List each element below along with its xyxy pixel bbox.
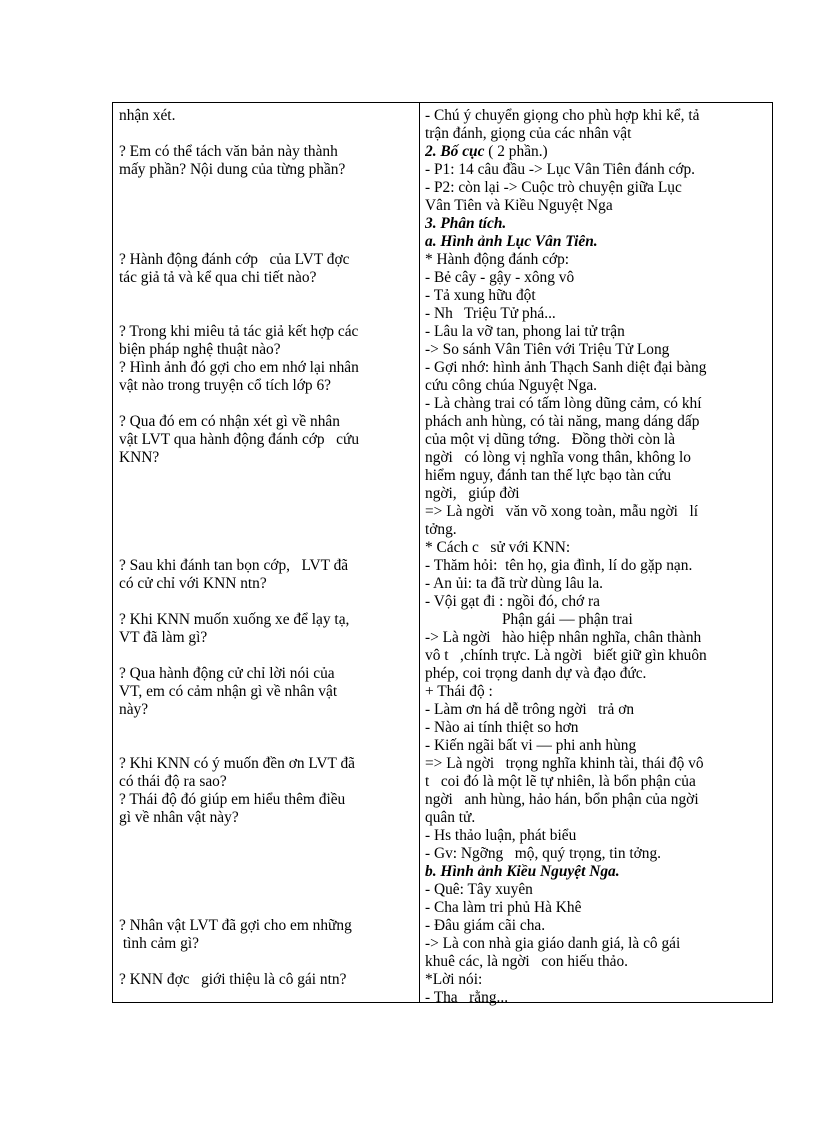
- question-line: [119, 521, 415, 539]
- question-line: [119, 305, 415, 323]
- question-line: [119, 953, 415, 971]
- answer-line: - An ủi: ta đã trừ dùng lâu la.: [425, 575, 604, 592]
- answer-line: - P1: 14 câu đầu -> Lục Vân Tiên đánh cớp.: [425, 161, 696, 178]
- answer-line: phách anh hùng, có tài năng, mang dáng dấp: [425, 413, 700, 430]
- question-line: gì về nhân vật này?: [119, 809, 239, 826]
- question-line: [119, 989, 415, 1007]
- question-line: [119, 827, 415, 845]
- question-line: nhận xét.: [119, 107, 176, 124]
- question-line: ? KNN đợc giới thiệu là cô gái ntn?: [119, 971, 347, 988]
- question-line: vật LVT qua hành động đánh cớp cứu: [119, 431, 360, 448]
- answer-line: - Cha làm tri phủ Hà Khê: [425, 899, 582, 916]
- answer-line: - Là chàng trai có tấm lòng dũng cảm, có khí: [425, 395, 702, 412]
- question-line: ? Nhân vật LVT đã gợi cho em những: [119, 917, 352, 934]
- section-heading: b. Hình ảnh Kiều Nguyệt Nga.: [425, 863, 620, 880]
- answer-line: - Gv: Ngỡng mộ, quý trọng, tin tởng.: [425, 845, 662, 862]
- answer-line: Phận gái — phận trai: [425, 611, 633, 628]
- answer-line: -> Là ngời hào hiệp nhân nghĩa, chân thành: [425, 629, 702, 646]
- answer-line: - Gợi nhớ: hình ảnh Thạch Sanh diệt đại bàng: [425, 359, 707, 376]
- answer-line: => Là ngời trọng nghĩa khinh tài, thái độ vô: [425, 755, 704, 772]
- question-line: ? Trong khi miêu tả tác giả kết hợp các: [119, 323, 359, 340]
- answer-line: ngời, giúp đời: [425, 485, 520, 502]
- answer-line: - Nào ai tính thiệt so hơn: [425, 719, 579, 736]
- question-line: [119, 233, 415, 251]
- question-line: [119, 539, 415, 557]
- question-line: VT đã làm gì?: [119, 629, 208, 646]
- question-line: ? Khi KNN có ý muốn đền ơn LVT đã: [119, 755, 355, 772]
- question-line: này?: [119, 701, 149, 718]
- question-line: [119, 287, 415, 305]
- question-line: vật nào trong truyện cổ tích lớp 6?: [119, 377, 332, 394]
- answer-line: tởng.: [425, 521, 457, 538]
- question-line: VT, em có cảm nhận gì về nhân vật: [119, 683, 338, 700]
- answer-line: - Lâu la vỡ tan, phong lai tử trận: [425, 323, 625, 340]
- question-line: ? Khi KNN muốn xuống xe để lạy tạ,: [119, 611, 350, 628]
- answer-line: - Bẻ cây - gậy - xông vô: [425, 269, 575, 286]
- answer-line: vô t ,chính trực. Là ngời biết giữ gìn khuôn: [425, 647, 707, 664]
- question-line: [119, 881, 415, 899]
- answer-line: - Tả xung hữu đột: [425, 287, 536, 304]
- answer-line: - Chú ý chuyển giọng cho phù hợp khi kể, tả: [425, 107, 700, 124]
- question-line: biện pháp nghệ thuật nào?: [119, 341, 281, 358]
- answer-line: khuê các, là ngời con hiếu thảo.: [425, 953, 629, 970]
- answer-line: phép, coi trọng danh dự và đạo đức.: [425, 665, 647, 682]
- question-line: ? Hành động đánh cớp của LVT đợc: [119, 251, 350, 268]
- question-line: KNN?: [119, 449, 160, 466]
- answer-line: - Làm ơn há dễ trông ngời trả ơn: [425, 701, 635, 718]
- answer-line: - Tha rằng...: [425, 989, 509, 1006]
- answer-line: + Thái độ :: [425, 683, 493, 700]
- question-line: [119, 197, 415, 215]
- answer-line: ngời có lòng vị nghĩa vong thân, không lo: [425, 449, 691, 466]
- answer-line: hiểm nguy, đánh tan thế lực bạo tàn cứu: [425, 467, 672, 484]
- answer-line: - Vội gạt đi : ngồi đó, chớ ra: [425, 593, 600, 610]
- answer-line: * Cách c sử với KNN:: [425, 539, 571, 556]
- question-line: [119, 1007, 415, 1025]
- question-line: [119, 179, 415, 197]
- question-line: mấy phần? Nội dung của từng phần?: [119, 161, 346, 178]
- answer-line: - Đâu giám cãi cha.: [425, 917, 546, 934]
- question-line: có cử chỉ với KNN ntn?: [119, 575, 267, 592]
- answer-line: ngời anh hùng, hảo hán, bổn phận của ngời: [425, 791, 699, 808]
- answer-line: quân tử.: [425, 809, 476, 826]
- question-line: ? Qua đó em có nhận xét gì về nhân: [119, 413, 340, 430]
- question-line: ? Thái độ đó giúp em hiểu thêm điều: [119, 791, 346, 808]
- answer-line: cứu công chúa Nguyệt Nga.: [425, 377, 598, 394]
- question-line: [119, 503, 415, 521]
- answer-line: => Là ngời văn võ xong toàn, mẫu ngời lí: [425, 503, 699, 520]
- section-heading: 3. Phân tích.: [425, 215, 507, 232]
- answers-column: [420, 103, 772, 1006]
- answer-line: của một vị dũng tớng. Đồng thời còn là: [425, 431, 676, 448]
- question-line: tác giả tả và kể qua chi tiết nào?: [119, 269, 317, 286]
- answer-line: Vân Tiên và Kiều Nguyệt Nga: [425, 197, 613, 214]
- answer-line: *Lời nói:: [425, 971, 483, 988]
- answer-line: - Quê: Tây xuyên: [425, 881, 533, 898]
- answer-line: - Thăm hỏi: tên họ, gia đình, lí do gặp nạn.: [425, 557, 693, 574]
- question-line: có thái độ ra sao?: [119, 773, 227, 790]
- question-line: [119, 467, 415, 485]
- question-line: [119, 125, 415, 143]
- question-line: [119, 863, 415, 881]
- answer-line: -> So sánh Vân Tiên với Triệu Tử Long: [425, 341, 670, 358]
- question-line: ? Qua hành động cử chỉ lời nói của: [119, 665, 335, 682]
- question-line: [119, 647, 415, 665]
- answer-line: - Kiến ngãi bất vi — phi anh hùng: [425, 737, 637, 754]
- question-line: [119, 899, 415, 917]
- answer-line: - Hs thảo luận, phát biểu: [425, 827, 577, 844]
- answer-line: - P2: còn lại -> Cuộc trò chuyện giữa Lục: [425, 179, 682, 196]
- questions-column: [113, 103, 420, 1002]
- question-line: [119, 485, 415, 503]
- answer-line: -> Là con nhà gia giáo danh giá, là cô gái: [425, 935, 681, 952]
- answer-line: t coi đó là một lẽ tự nhiên, là bổn phận của: [425, 773, 696, 790]
- question-line: [119, 845, 415, 863]
- question-line: [119, 737, 415, 755]
- answer-line: - Nh Triệu Tử phá...: [425, 305, 556, 322]
- answer-line: * Hành động đánh cớp:: [425, 251, 570, 268]
- question-line: ? Em có thể tách văn bản này thành: [119, 143, 338, 160]
- question-line: [119, 593, 415, 611]
- question-line: [119, 395, 415, 413]
- question-line: tình cảm gì?: [119, 935, 199, 952]
- content-table: [112, 102, 773, 1006]
- question-line: ? Sau khi đánh tan bọn cớp, LVT đã: [119, 557, 349, 574]
- question-line: [119, 215, 415, 233]
- section-heading: 2. Bố cục ( 2 phần.): [425, 143, 548, 160]
- question-line: ? Hình ảnh đó gợi cho em nhớ lại nhân: [119, 359, 359, 376]
- answer-line: trận đánh, giọng của các nhân vật: [425, 125, 632, 142]
- question-line: [119, 719, 415, 737]
- section-heading: a. Hình ảnh Lục Vân Tiên.: [425, 233, 598, 250]
